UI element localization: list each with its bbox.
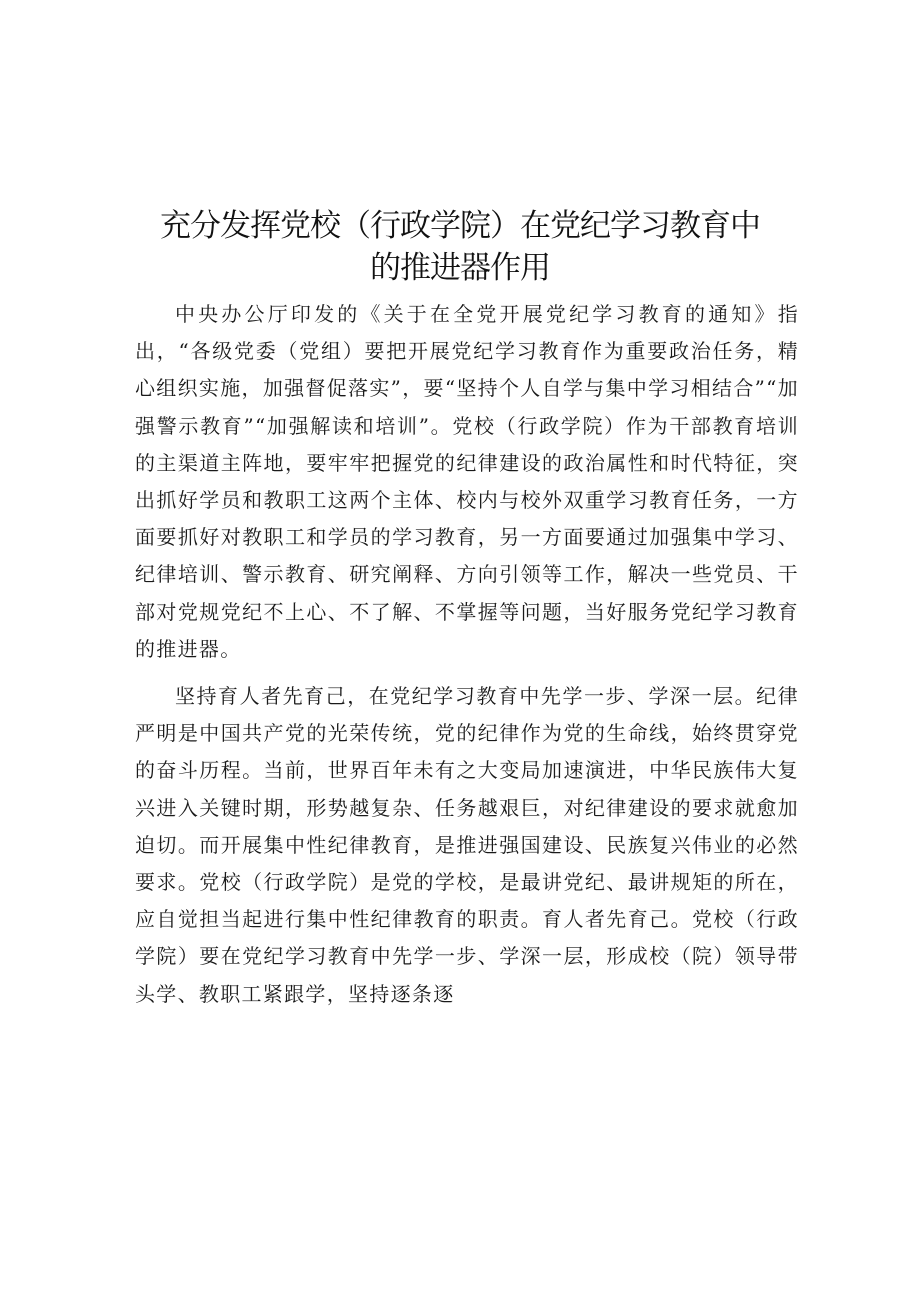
paragraph-1: 中央办公厅印发的《关于在全党开展党纪学习教育的通知》指出，“各级党委（党组）要把开展党纪学习教育作为重要政治任务，精心组织实施，加强督促落实”，要“坚持个人自学与集中学习相结合”“加强警示教育”“加强解读和培训”。党校（行政学院）作为干部教育培训的主渠道主阵地，要牢牢把握党的纪律建设的政治属性和时代特征，突出抓好学员和教职工这两个主体、校内与校外双重学习教育任务，一方面要抓好对教职工和学员的学习教育，另一方面要通过加强集中学习、纪律培训、警示教育、研究阐释、方向引领等工作，解决一些党员、干部对党规党纪不上心、不了解、不掌握等问题，当好服务党纪学习教育的推进器。 <box>135 302 799 661</box>
document-title <box>0 205 920 289</box>
document-body <box>135 296 799 1013</box>
paragraph-2: 坚持育人者先育己，在党纪学习教育中先学一步、学深一层。纪律严明是中国共产党的光荣传统，党的纪律作为党的生命线，始终贯穿党的奋斗历程。当前，世界百年未有之大变局加速演进，中华民族伟大复兴进入关键时期，形势越复杂、任务越艰巨，对纪律建设的要求就愈加迫切。而开展集中性纪律教育，是推进强国建设、民族复兴伟业的必然要求。党校（行政学院）是党的学校，是最讲党纪、最讲规矩的所在，应自觉担当起进行集中性纪律教育的职责。育人者先育己。党校（行政学院）要在党纪学习教育中先学一步、学深一层，形成校（院）领导带头学、教职工紧跟学，坚持逐条逐 <box>135 684 799 1006</box>
title-line-2: 的推进器作用 <box>370 250 550 286</box>
title-line-1: 充分发挥党校（行政学院）在党纪学习教育中 <box>160 208 760 244</box>
